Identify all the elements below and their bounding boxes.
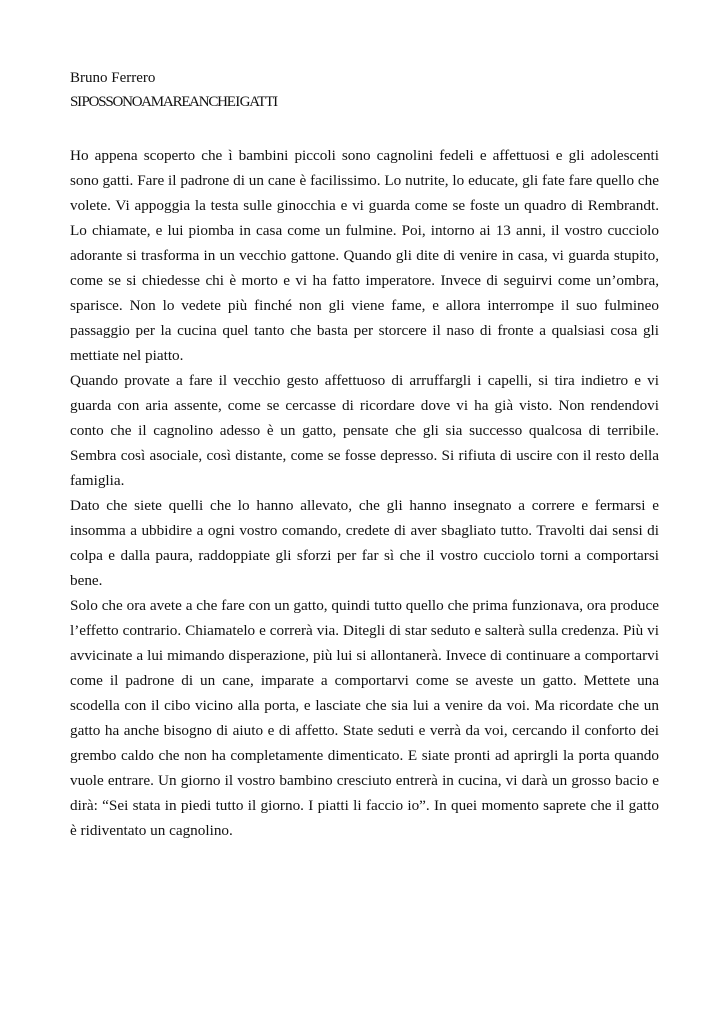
paragraph: Quando provate a fare il vecchio gesto affettuoso di arruffargli i capelli, si tira indietro e vi guarda con aria assente, come se cercasse di ricordare dove vi ha già visto. Non rendendovi conto che il cagnolino adesso è un gatto, pensate che gli sia successo qualcosa di terribile. Sembra così asociale, così distante, come se fosse depresso. Si rifiuta di uscire con il resto della famiglia. xyxy=(70,372,659,489)
paragraph: Ho appena scoperto che ì bambini piccoli sono cagnolini fedeli e affettuosi e gli adolescenti sono gatti. Fare il padrone di un cane è facilissimo. Lo nutrite, lo educate, gli fate fare quello che volete. Vi appoggia la testa sulle ginocchia e vi guarda come se foste un quadro di Rembrandt. Lo chiamate, e lui piomba in casa come un fulmine. Poi, intorno ai 13 anni, il vostro cucciolo adorante si trasforma in un vecchio gattone. Quando gli dite di venire in casa, vi guarda stupito, come se si chiedesse chi è morto e vi ha fatto imperatore. Invece di seguirvi come un’ombra, sparisce. Non lo vedete più finché non gli viene fame, e allora interrompe il suo fulmineo passaggio per la cucina quel tanto che basta per storcere il naso di fronte a qualsiasi cosa gli mettiate nel piatto. xyxy=(70,147,659,364)
document-header xyxy=(70,66,660,114)
paragraph: Solo che ora avete a che fare con un gatto, quindi tutto quello che prima funzionava, ora produce l’effetto contrario. Chiamatelo e correrà via. Ditegli di star seduto e salterà sulla credenza. Più vi avvicinate a lui mimando disperazione, più lui si allontanerà. Invece di continuare a comportarvi come il padrone di un cane, imparate a comportarvi come se aveste un gatto. Mettete una scodella con il cibo vicino alla porta, e lasciate che sia lui a venire da voi. Ma ricordate che un gatto ha anche bisogno di aiuto e di affetto. State seduti e verrà da voi, cercando il conforto dei grembo caldo che non ha completamente dimenticato. E siate pronti ad aprirgli la porta quando vuole entrare. Un giorno il vostro bambino cresciuto entrerà in cucina, vi darà un grosso bacio e dirà: “Sei stata in piedi tutto il giorno. I piatti li faccio io”. In quei momento saprete che il gatto è ridiventato un cagnolino. xyxy=(70,597,659,839)
document-body xyxy=(70,143,659,843)
paragraph: Dato che siete quelli che lo hanno allevato, che gli hanno insegnato a correre e fermarsi e insomma a ubbidire a ogni vostro comando, credete di aver sbagliato tutto. Travolti dai sensi di colpa e dalla paura, raddoppiate gli sforzi per far sì che il vostro cucciolo torni a comportarsi bene. xyxy=(70,497,659,589)
author-name: Bruno Ferrero xyxy=(70,70,156,86)
document-title: SI POSSONO AMARE ANCHE I GATTI xyxy=(70,94,277,110)
